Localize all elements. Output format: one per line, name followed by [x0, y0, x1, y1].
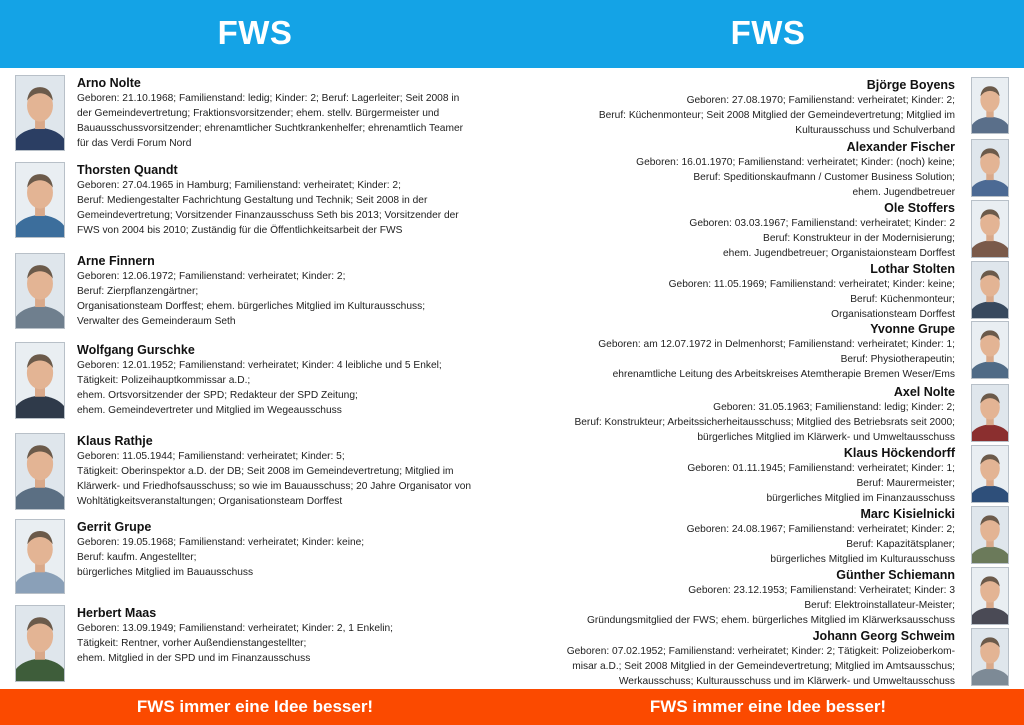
person-name: Johann Georg Schweim — [812, 629, 955, 643]
person-info-line: Beruf: Küchenmonteur; Seit 2008 Mitglied der Gemeindevertretung; Mitglied im — [598, 110, 955, 121]
person-info-line: Organisationsteam Dorffest; ehem. bürgerliches Mitglied im Kulturausschuss; — [77, 301, 426, 312]
person-text — [77, 75, 507, 151]
person-info-line: Tätigkeit: Oberinspektor a.D. der DB; Seit 2008 im Gemeindevertretung; Mitglied im — [77, 466, 454, 477]
person-info-line: ehem. Jugendbetreuer — [852, 187, 955, 198]
person-card — [509, 384, 1009, 444]
person-info-line: Tätigkeit: Polizeihauptkommissar a.D.; — [77, 375, 251, 386]
person-photo — [15, 433, 65, 510]
person-card — [15, 162, 505, 240]
person-text — [77, 162, 507, 238]
person-name: Gerrit Grupe — [77, 520, 152, 534]
person-photo — [15, 605, 65, 682]
left-slogan: FWS immer eine Idee besser! — [136, 697, 374, 716]
footer-bar — [0, 689, 1024, 725]
person-info-line: Geboren: 27.04.1965 in Hamburg; Familienstand: verheiratet; Kinder: 2; — [77, 180, 401, 191]
person-info-line: für das Verdi Forum Nord — [77, 138, 192, 149]
person-info-line: Geboren: 12.01.1952; Familienstand: verheiratet; Kinder: 4 leibliche und 5 Enkel; — [77, 360, 442, 371]
person-info-line: Beruf: Konstrukteur in der Modernisierung; — [763, 233, 955, 244]
person-photo — [971, 384, 1009, 442]
person-card — [509, 445, 1009, 505]
person-card — [15, 433, 505, 512]
person-info-line: ehem. Jugendbetreuer; Organistaionsteam Dorffest — [723, 248, 955, 259]
person-text — [495, 321, 955, 382]
person-name: Marc Kisielnicki — [860, 507, 955, 521]
person-name: Alexander Fischer — [846, 140, 955, 154]
person-info-line: Beruf: Elektroinstallateur-Meister; — [804, 600, 955, 611]
person-info-line: misar a.D.; Seit 2008 Mitglied in der Gemeindevertretung; Mitglied im Amtsausschus; — [572, 661, 955, 672]
person-card — [15, 253, 505, 331]
person-info-line: Beruf: Maurermeister; — [856, 478, 955, 489]
person-card — [15, 342, 505, 421]
person-card — [509, 200, 1009, 260]
person-card — [509, 77, 1009, 136]
person-info-line: bürgerliches Mitglied im Bauausschuss — [77, 567, 254, 578]
person-name: Klaus Rathje — [77, 434, 153, 448]
left-brand-title: FWS — [217, 14, 293, 51]
person-info-line: Geboren: 16.01.1970; Familienstand: verheiratet; Kinder: (noch) keine; — [636, 157, 955, 168]
person-text — [77, 519, 507, 580]
person-text — [495, 261, 955, 322]
person-info-line: Beruf: kaufm. Angestellter; — [77, 552, 197, 563]
person-info-line: Geboren: 19.05.1968; Familienstand: verheiratet; Kinder: keine; — [77, 537, 365, 548]
header-bar — [0, 0, 1024, 68]
person-name: Herbert Maas — [77, 606, 157, 620]
person-info-line: FWS von 2004 bis 2010; Zuständig für die Öffentlichkeitsarbeit der FWS — [77, 225, 403, 236]
person-info-line: Werkausschuss; Kulturausschuss und im Klärwerk- und Umweltausschuss — [618, 676, 955, 687]
person-info-line: ehem. Gemeindevertreter und Mitglied im Wegeausschuss — [77, 405, 342, 416]
person-photo — [971, 200, 1009, 258]
person-info-line: Beruf: Zierpflanzengärtner; — [77, 286, 199, 297]
person-text — [77, 342, 507, 418]
person-photo — [971, 445, 1009, 503]
person-info-line: Beruf: Kapazitätsplaner; — [846, 539, 955, 550]
person-name: Klaus Höckendorff — [843, 446, 955, 460]
person-info-line: Geboren: 11.05.1944; Familienstand: verheiratet; Kinder: 5; — [77, 451, 345, 462]
person-info-line: Beruf: Physiotherapeutin; — [840, 354, 955, 365]
person-info-line: Geboren: am 12.07.1972 in Delmenhorst; Familienstand: verheiratet; Kinder: 1; — [598, 339, 955, 350]
person-photo — [971, 261, 1009, 319]
person-info-line: Kulturausschuss und Schulverband — [795, 125, 955, 136]
person-photo — [971, 321, 1009, 379]
person-text — [77, 433, 507, 509]
person-name: Thorsten Quandt — [77, 163, 178, 177]
person-photo — [971, 506, 1009, 564]
person-card — [509, 321, 1009, 381]
person-info-line: der Gemeindevertretung; Fraktionsvorsitzender; ehem. stellv. Bürgermeister und — [77, 108, 440, 119]
person-card — [15, 75, 505, 153]
person-name: Arno Nolte — [77, 76, 141, 90]
person-info-line: Bauausschussvorsitzender; ehrenamtlicher Suchtkrankenhelfer; ehrenamtlich Teamer — [77, 123, 463, 134]
person-info-line: ehrenamtliche Leitung des Arbeitskreises Atemtherapie Bremen Weser/Ems — [612, 369, 955, 380]
person-text — [495, 506, 955, 567]
person-info-line: Verwalter des Gemeinderaum Seth — [77, 316, 236, 327]
person-text — [495, 384, 955, 445]
person-info-line: bürgerliches Mitglied im Kulturausschuss — [770, 554, 955, 565]
person-card — [509, 567, 1009, 627]
person-name: Arne Finnern — [77, 254, 155, 268]
right-brand-title: FWS — [730, 14, 806, 51]
person-card — [509, 139, 1009, 199]
person-info-line: Geboren: 13.09.1949; Familienstand: verheiratet; Kinder: 2, 1 Enkelin; — [77, 623, 394, 634]
person-info-line: Geboren: 24.08.1967; Familienstand: verheiratet; Kinder: 2; — [686, 524, 955, 535]
person-card — [15, 519, 505, 596]
person-info-line: Organisationsteam Dorffest — [831, 309, 955, 320]
person-info-line: Beruf: Konstrukteur; Arbeitssicherheitausschuss; Mitglied des Betriebsrats seit 2000; — [574, 417, 955, 428]
person-name: Ole Stoffers — [884, 201, 955, 215]
person-info-line: Tätigkeit: Rentner, vorher Außendienstangestellter; — [77, 638, 307, 649]
person-info-line: Geboren: 23.12.1953; Familienstand: Verheiratet; Kinder: 3 — [688, 585, 955, 596]
person-text — [495, 445, 955, 506]
person-name: Günther Schiemann — [836, 568, 955, 582]
right-slogan: FWS immer eine Idee besser! — [649, 697, 887, 716]
person-text — [77, 253, 507, 329]
person-photo — [971, 139, 1009, 197]
person-name: Axel Nolte — [893, 385, 955, 399]
person-name: Lothar Stolten — [870, 262, 955, 276]
person-info-line: ehem. Ortsvorsitzender der SPD; Redakteur der SPD Zeitung; — [77, 390, 358, 401]
person-info-line: Geboren: 12.06.1972; Familienstand: verheiratet; Kinder: 2; — [77, 271, 346, 282]
person-photo — [15, 253, 65, 329]
person-card — [15, 605, 505, 684]
left-column — [0, 68, 512, 689]
person-info-line: Geboren: 03.03.1967; Familienstand: verheiratet; Kinder: 2 — [689, 218, 955, 229]
person-name: Björge Boyens — [866, 78, 955, 92]
person-name: Yvonne Grupe — [870, 322, 955, 336]
person-info-line: Wohltätigkeitsveranstaltungen; Organisationsteam Dorffest — [77, 496, 343, 507]
person-info-line: Beruf: Speditionskaufmann / Customer Business Solution; — [693, 172, 955, 183]
person-info-line: Beruf: Küchenmonteur; — [850, 294, 955, 305]
person-photo — [15, 75, 65, 151]
person-text — [495, 139, 955, 200]
person-info-line: Geboren: 07.02.1952; Familienstand: verheiratet; Kinder: 2; Tätigkeit: Polizeioberkom- — [566, 646, 955, 657]
person-info-line: Beruf: Mediengestalter Fachrichtung Gestaltung und Technik; Seit 2008 in der — [77, 195, 428, 206]
person-text — [495, 628, 955, 689]
person-info-line: ehem. Mitglied in der SPD und im Finanzausschuss — [77, 653, 311, 664]
person-photo — [971, 567, 1009, 625]
person-text — [495, 567, 955, 628]
person-card — [509, 628, 1009, 688]
person-info-line: Gemeindevertretung; Vorsitzender Finanzausschuss Seth bis 2013; Vorsitzender der — [77, 210, 459, 221]
person-info-line: Klärwerk- und Friedhofsausschuss; so wie im Bauausschuss; 20 Jahre Organisator von — [77, 481, 472, 492]
right-column — [512, 68, 1024, 689]
person-info-line: Geboren: 27.08.1970; Familienstand: verheiratet; Kinder: 2; — [686, 95, 955, 106]
person-info-line: Geboren: 01.11.1945; Familienstand: verheiratet; Kinder: 1; — [687, 463, 955, 474]
person-info-line: Geboren: 31.05.1963; Familienstand: ledig; Kinder: 2; — [713, 402, 955, 413]
person-text — [77, 605, 507, 666]
person-info-line: Geboren: 21.10.1968; Familienstand: ledig; Kinder: 2; Beruf: Lagerleiter; Seit 2008 in — [77, 93, 460, 104]
person-photo — [971, 628, 1009, 686]
person-name: Wolfgang Gurschke — [77, 343, 195, 357]
person-card — [509, 261, 1009, 321]
person-photo — [971, 77, 1009, 134]
person-text — [495, 200, 955, 261]
person-info-line: Geboren: 11.05.1969; Familienstand: verheiratet; Kinder: keine; — [668, 279, 955, 290]
person-info-line: bürgerliches Mitglied im Klärwerk- und Umweltausschuss — [697, 432, 955, 443]
person-info-line: bürgerliches Mitglied im Finanzausschuss — [766, 493, 955, 504]
person-photo — [15, 342, 65, 419]
person-text — [495, 77, 955, 138]
person-photo — [15, 519, 65, 594]
person-card — [509, 506, 1009, 566]
person-photo — [15, 162, 65, 238]
person-info-line: Gründungsmitglied der FWS; ehem. bürgerliches Mitglied im Klärwerksausschuss — [586, 615, 955, 626]
